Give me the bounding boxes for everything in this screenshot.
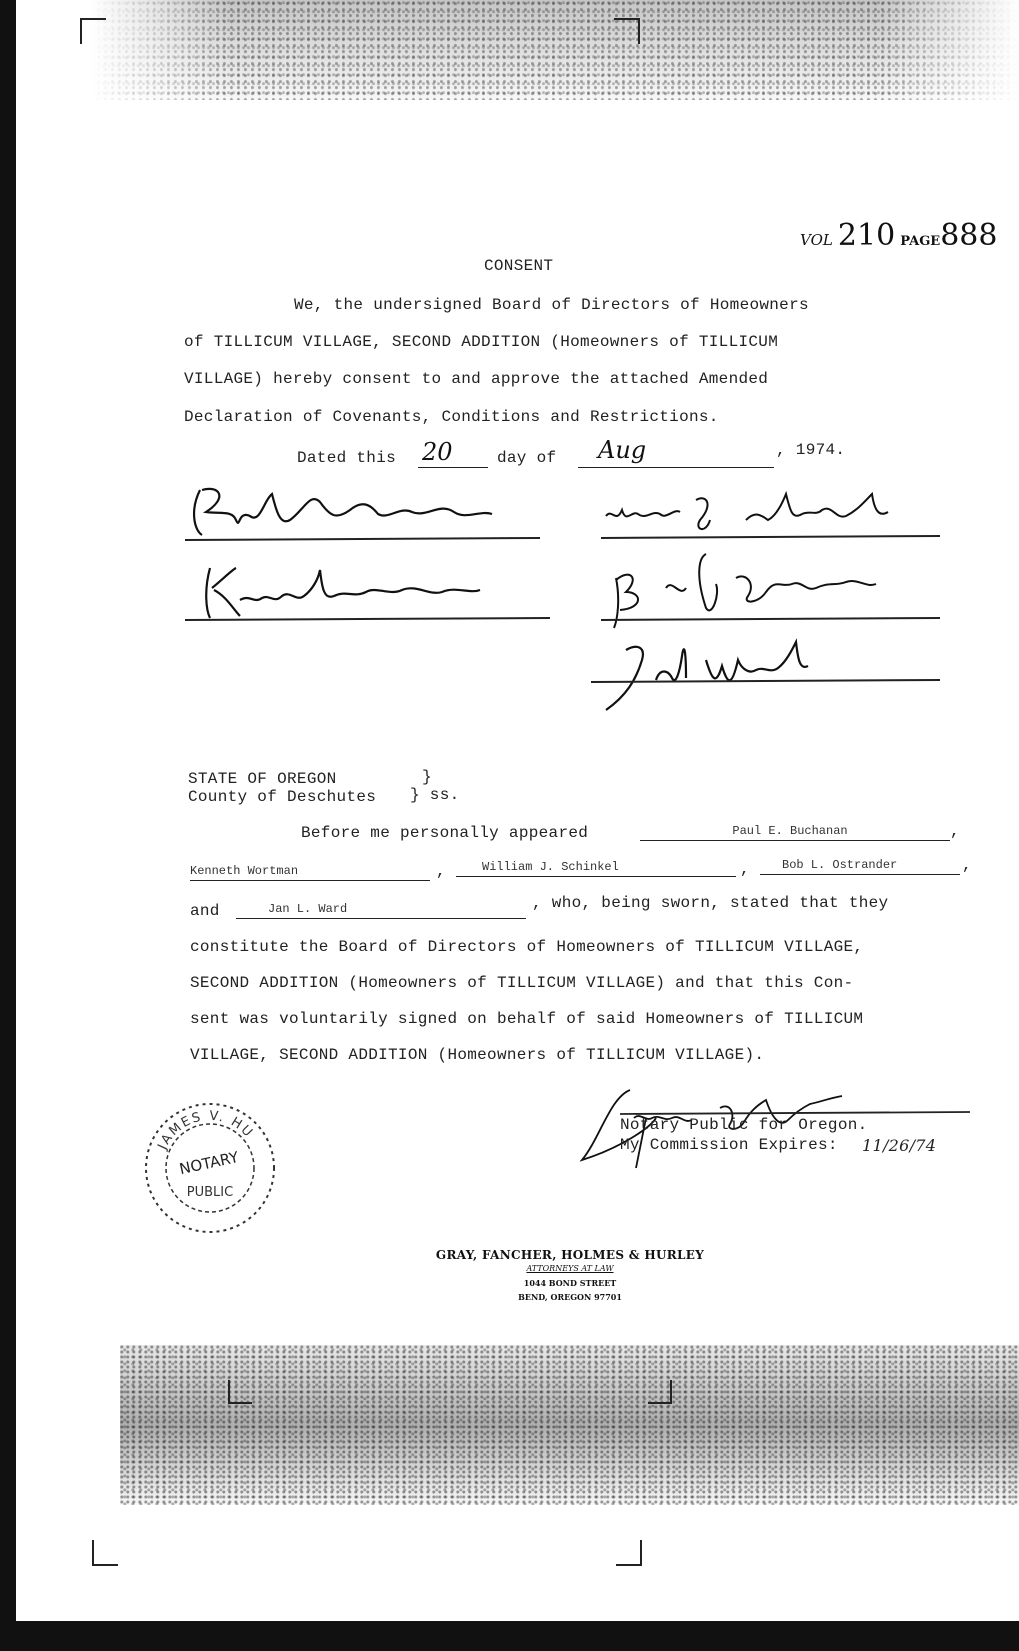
dated-month-line (578, 467, 774, 468)
page-label: PAGE (900, 234, 941, 249)
state-brace: } (422, 768, 432, 786)
vol-label: VOL (800, 231, 833, 249)
firm-line-1: ATTORNEYS AT LAW (526, 1264, 614, 1273)
consent-line-1: We, the undersigned Board of Directors of Homeowners (294, 296, 809, 314)
svg-text:JAMES V. HU (155, 1109, 256, 1153)
appeared-name-3-line (456, 876, 736, 877)
page-number: 888 (940, 218, 998, 253)
signature-bob-ostrander (596, 548, 946, 638)
seal-middle-text: NOTARY (177, 1148, 241, 1179)
scan-left-edge (0, 0, 16, 1651)
appeared-prefix: Before me personally appeared (301, 824, 589, 842)
dated-month: Aug (598, 436, 647, 464)
appeared-comma-3: , (740, 860, 750, 878)
notary-title: Notary Public for Oregon. (620, 1116, 868, 1134)
consent-line-4: Declaration of Covenants, Conditions and Restrictions. (184, 408, 719, 426)
appeared-name-3: William J. Schinkel (482, 860, 619, 874)
vol-number: 210 (837, 218, 896, 253)
notary-seal (140, 1098, 280, 1238)
seal-bottom-text: PUBLIC (186, 1185, 234, 1200)
consent-line-3: VILLAGE) hereby consent to and approve the attached Amended (184, 370, 769, 388)
dated-prefix: Dated this (297, 449, 397, 467)
ack-line-2: SECOND ADDITION (Homeowners of TILLICUM VILLAGE) and that this Con- (190, 974, 854, 992)
scan-noise-top (90, 0, 1019, 100)
firm-line-2: 1044 BOND STREET (523, 1278, 617, 1288)
consent-line-2: of TILLICUM VILLAGE, SECOND ADDITION (Homeowners of TILLICUM (184, 333, 779, 351)
firm-name: GRAY, FANCHER, HOLMES & HURLEY (435, 1248, 705, 1262)
scan-noise-bottom (120, 1345, 1019, 1505)
appeared-comma-2: , (436, 862, 446, 880)
appeared-name-4-line (760, 874, 960, 875)
firm-line-3: BEND, OREGON 97701 (518, 1292, 622, 1302)
sworn-text: , who, being sworn, stated that they (532, 894, 889, 912)
appeared-comma-1: , (950, 822, 960, 840)
state-label: STATE OF OREGON (188, 770, 337, 788)
county-label: County of Deschutes (188, 788, 377, 806)
appeared-name-2-line (190, 880, 430, 881)
volume-page-stamp (800, 218, 997, 253)
commission-label: My Commission Expires: (620, 1136, 838, 1154)
appeared-name-5: Jan L. Ward (268, 902, 348, 916)
ack-line-4: VILLAGE, SECOND ADDITION (Homeowners of TILLICUM VILLAGE). (190, 1046, 765, 1064)
dated-middle: day of (497, 449, 557, 467)
crop-mark-bottom-left (92, 1540, 118, 1566)
signature-kenneth-wortman (180, 560, 560, 630)
crop-mark-mid-left (228, 1380, 252, 1404)
and-label: and (190, 902, 220, 920)
scan-bottom-edge (0, 1621, 1019, 1651)
appeared-name-5-line (236, 918, 526, 919)
crop-mark-top-right (614, 18, 640, 44)
dated-day-line (418, 467, 488, 468)
crop-mark-top-left (80, 18, 106, 44)
dated-day: 20 (422, 438, 453, 466)
ack-line-3: sent was voluntarily signed on behalf of said Homeowners of TILLICUM (190, 1010, 864, 1028)
crop-mark-bottom-right (616, 1540, 642, 1566)
ack-line-1: constitute the Board of Directors of Homeowners of TILLICUM VILLAGE, (190, 938, 864, 956)
dated-year: , 1974. (776, 441, 846, 459)
appeared-name-1: Paul E. Buchanan (732, 824, 848, 838)
document-title: CONSENT (484, 257, 554, 275)
signature-jan-ward (586, 630, 946, 720)
appeared-name-1-line (640, 840, 950, 841)
signature-paul-buchanan (180, 480, 560, 550)
appeared-name-4: Bob L. Ostrander (782, 858, 898, 872)
appeared-name-2: Kenneth Wortman (190, 864, 299, 878)
signature-william-schinkel (596, 480, 946, 550)
seal-top-text: JAMES V. HU (155, 1108, 257, 1153)
commission-date: 11/26/74 (862, 1136, 937, 1155)
appeared-comma-4: , (962, 856, 972, 874)
crop-mark-mid-right (648, 1380, 672, 1404)
county-brace-ss: } ss. (410, 786, 460, 804)
